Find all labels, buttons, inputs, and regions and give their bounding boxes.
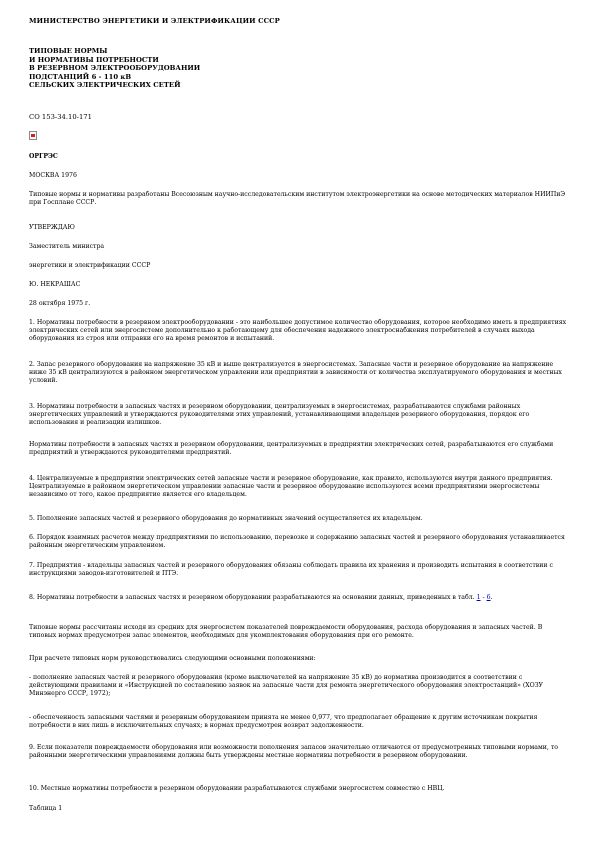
paragraph-6: 6. Порядок взаимных расчетов между предприятиями по использованию, перевозке и содержанию запасных частей и резервного оборудования устанавливается районным энергетическим управлением. — [29, 534, 565, 549]
publisher: ОРГРЭС — [29, 153, 58, 160]
approver-title-2: энергетики и электрификации СССР — [29, 262, 151, 269]
bullet-2: - обеспеченность запасными частями и резервным оборудованием принята не менее 0,977, что предполагает обращение к другим источникам покрытия потребности в них лишь в исключительных случаях; в нормах предусмотрен возврат задолженности. — [29, 714, 538, 729]
paragraph-3: 3. Нормативы потребности в запасных частях и резервном оборудовании, централизуемых в энергосистемах, разрабатываются службами районных энергетических управлений и утверждаются руководителями этих управлений, устанавливающими владельцев резервного оборудования, порядок его использования и реализации излишков. — [29, 403, 530, 426]
title-line: И НОРМАТИВЫ ПОТРЕБНОСТИ — [29, 55, 159, 64]
title-line: ТИПОВЫЕ НОРМЫ — [29, 47, 108, 55]
paragraph-8-text: 8. Нормативы потребности в запасных частях и резервном оборудовании разрабатываются на основании данных, приведенных в табл. — [29, 594, 477, 601]
paragraph-8 — [29, 594, 569, 602]
intro-paragraph: Типовые нормы и нормативы разработаны Всесоюзным научно-исследовательским институтом электроэнергетики на основе методических материалов НИИПиЭ при Госплане СССР. — [29, 191, 566, 206]
ministry-header: МИНИСТЕРСТВО ЭНЕРГЕТИКИ И ЭЛЕКТРИФИКАЦИИ СССР — [29, 17, 280, 25]
city-year: МОСКВА 1976 — [29, 172, 77, 179]
approver-title-1: Заместитель министра — [29, 243, 105, 250]
document-title — [29, 47, 569, 90]
title-line: В РЕЗЕРВНОМ ЭЛЕКТРООБОРУДОВАНИИ — [29, 64, 201, 72]
approval-stamp: УТВЕРЖДАЮ — [29, 224, 75, 231]
document-code: СО 153-34.10-171 — [29, 113, 92, 121]
paragraph-9: 9. Если показатели повреждаемости оборудования или возможности пополнения запасов значительно отличаются от предусмотренных типовыми нормами, то районными энергетическими управлениями должны быть утверждены местные нормативы потребности в резервном оборудовании. — [29, 744, 558, 759]
typical-norms-paragraph: Типовые нормы рассчитаны исходя из средних для энергосистем показателей повреждаемости оборудования, расхода оборудования и запасных частей. В типовых нормах предусмотрен запас элементов, необходимых для укомплектования оборудования при его ремонте. — [29, 624, 543, 639]
calculation-intro: При расчете типовых норм руководствовались следующими основными положениями: — [29, 655, 316, 662]
title-line: ПОДСТАНЦИЙ 6 - 110 кВ — [29, 72, 132, 81]
bullet-1: - пополнение запасных частей и резервного оборудования (кроме выключателей на напряжение 35 кВ) до норматива производится в соответствии с действующими правилами и «Инструкцией по составлению заявок на запасные части для ремонта энергетического оборудования электростанций» (ХОЗУ Минэнерго СССР, 1972); — [29, 674, 544, 697]
paragraph-7: 7. Предприятия - владельцы запасных частей и резервного оборудования обязаны соблюдать правила их хранения и производить испытания в соответствии с инструкциями заводов-изготовителей и ПТЭ. — [29, 562, 553, 577]
paragraph-4: 4. Централизуемые в предприятии электрических сетей запасные части и резервное оборудование, как правило, используются внутри данного предприятия. Централизуемые в районном энергетическом управлении запасные части и резервное оборудование используются всеми предприятиями энергосистемы независимо от того, какое предприятие является его владельцем. — [29, 475, 553, 498]
title-line: СЕЛЬСКИХ ЭЛЕКТРИЧЕСКИХ СЕТЕЙ — [29, 81, 181, 89]
paragraph-8-end: . — [490, 594, 493, 601]
approval-date: 28 октября 1975 г. — [29, 300, 91, 307]
table-1-link[interactable]: 1 — [476, 594, 481, 601]
paragraph-5: 5. Пополнение запасных частей и резервного оборудования до нормативных значений осуществляется их владельцем. — [29, 515, 423, 522]
paragraph-10: 10. Местные нормативы потребности в резервном оборудовании разрабатываются службами энергосистем совместно с НВЦ. — [29, 785, 445, 792]
paragraph-2: 2. Запас резервного оборудования на напряжение 35 кВ и выше централизуется в энергосистемах. Запасные части и резервное оборудование на напряжение ниже 35 кВ централизуются в районном энергетическом управлении или предприятии в зависимости от количества эксплуатируемого оборудования и местных условий. — [29, 361, 562, 384]
approver-name: Ю. НЕКРАШАС — [29, 281, 81, 288]
paragraph-1: 1. Нормативы потребности в резервном электрооборудовании - это наибольшее допустимое количество оборудования, которое необходимо иметь в предприятиях электрических сетей или энергосистеме дополнительно к работающему для обеспечения надежного электроснабжения потребителей в случаях выхода оборудования из строя или отправки его на время ремонтов и испытаний. — [29, 319, 567, 342]
table-6-link[interactable]: 6 — [486, 594, 491, 601]
paragraph-3-note: Нормативы потребности в запасных частях и резервном оборудовании, централизуемых в предприятии электрических сетей, разрабатываются его службами предприятий и утверждаются руководителями предприятий. — [29, 441, 554, 456]
link-separator: - — [480, 594, 487, 601]
table-caption: Таблица 1 — [29, 805, 63, 812]
broken-image-icon — [29, 131, 37, 140]
